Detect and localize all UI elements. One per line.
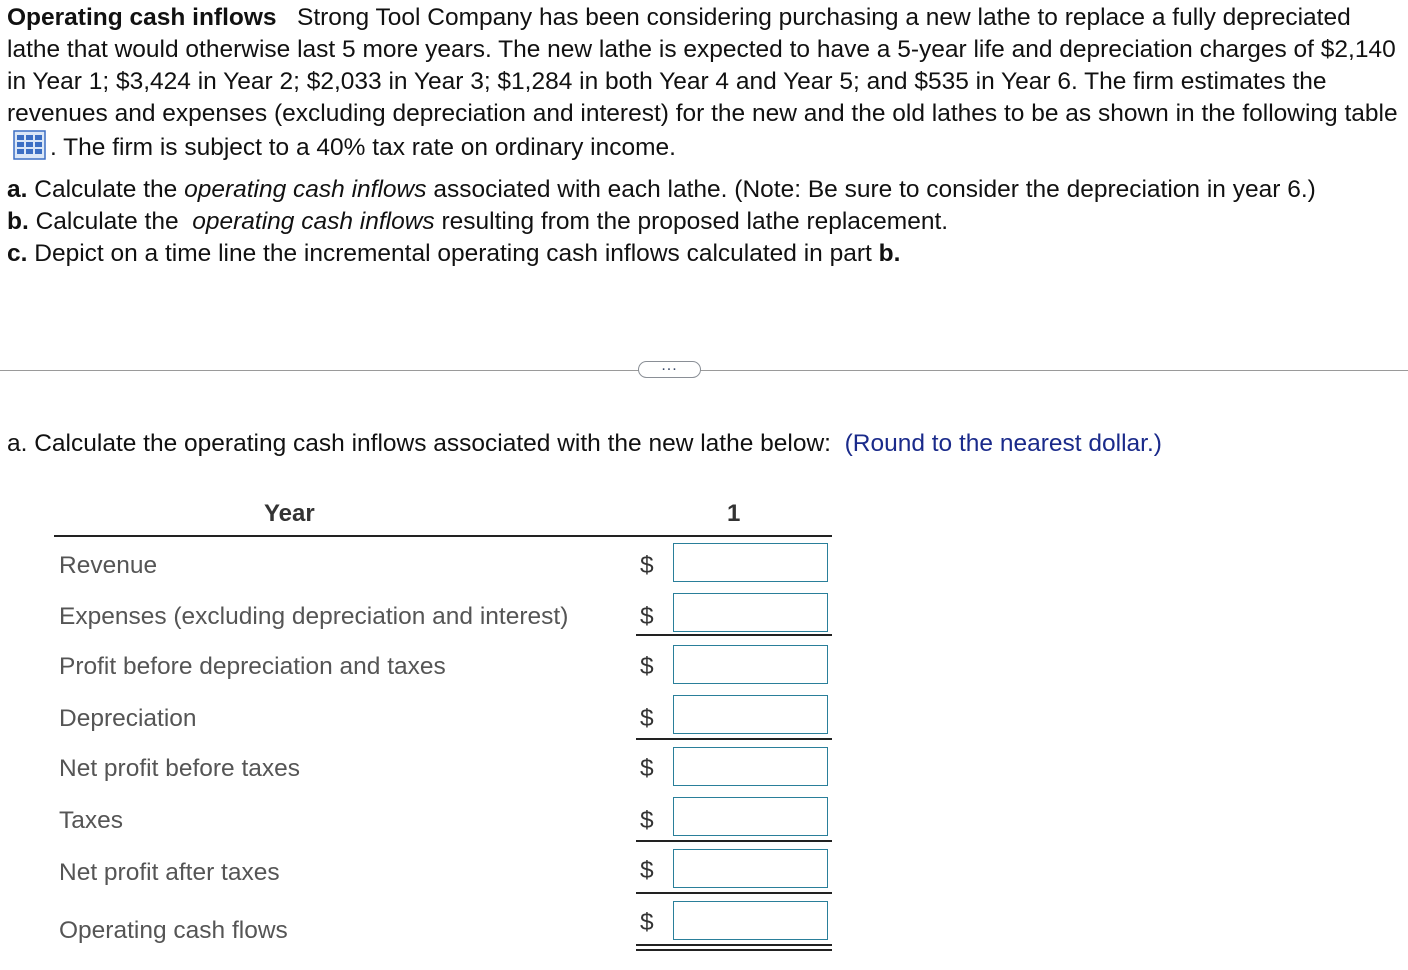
part-a-post: associated with each lathe. (Note: Be sure to consider the depreciation in year 6.) bbox=[433, 176, 1316, 203]
currency-symbol: $ bbox=[640, 807, 654, 834]
currency-symbol: $ bbox=[640, 857, 654, 884]
intro-paragraph bbox=[7, 2, 1402, 164]
subtotal-rule bbox=[636, 840, 832, 842]
row-label-revenue: Revenue bbox=[59, 552, 158, 579]
row-label-profit-before-dep: Profit before depreciation and taxes bbox=[59, 653, 446, 680]
part-b-post: resulting from the proposed lathe replacement. bbox=[441, 208, 949, 235]
part-a-em: operating cash inflows bbox=[184, 176, 427, 203]
subtotal-rule bbox=[636, 892, 832, 894]
parts-list bbox=[7, 174, 1402, 270]
intro-text: Strong Tool Company has been considering purchasing a new lathe to replace a fully depreciated lathe that would otherwise last 5 more years. The new lathe is expected to have a 5-year life and depreciation charges of $2,140 in Year 1; $3,424 in Year 2; $2,033 in Year 3; $1,284 in both Year 4 and Year 5; and $535 in Year 6. The firm estimates the revenues and expenses (excluding depreciation and interest) for the new and the old lathes to be as shown in the following table bbox=[7, 4, 1398, 127]
currency-symbol: $ bbox=[640, 705, 654, 732]
expand-more-button[interactable]: ... bbox=[638, 361, 701, 378]
part-b bbox=[7, 206, 1402, 238]
row-label-net-profit-before-taxes: Net profit before taxes bbox=[59, 755, 301, 782]
currency-symbol: $ bbox=[640, 755, 654, 782]
part-c-label: c. bbox=[7, 240, 28, 267]
question-text: a. Calculate the operating cash inflows associated with the new lathe below: bbox=[7, 430, 831, 457]
rounding-hint: (Round to the nearest dollar.) bbox=[844, 430, 1162, 457]
row-label-net-profit-after-taxes: Net profit after taxes bbox=[59, 859, 280, 886]
part-c-text: Depict on a time line the incremental operating cash inflows calculated in part bbox=[34, 240, 872, 267]
part-a bbox=[7, 174, 1402, 206]
section-divider bbox=[0, 370, 1408, 371]
net-profit-after-taxes-input[interactable] bbox=[673, 849, 828, 888]
currency-symbol: $ bbox=[640, 603, 654, 630]
part-b-em: operating cash inflows bbox=[192, 208, 435, 235]
part-c bbox=[7, 238, 1402, 270]
net-profit-before-taxes-input[interactable] bbox=[673, 747, 828, 786]
row-label-taxes: Taxes bbox=[59, 807, 124, 834]
revenue-input[interactable] bbox=[673, 543, 828, 582]
double-rule-top bbox=[636, 944, 832, 946]
double-rule-bottom bbox=[636, 949, 832, 951]
expenses-input[interactable] bbox=[673, 593, 828, 632]
problem-statement bbox=[7, 2, 1402, 270]
operating-cash-flows-input[interactable] bbox=[673, 901, 828, 940]
profit-before-dep-input[interactable] bbox=[673, 645, 828, 684]
currency-symbol: $ bbox=[640, 653, 654, 680]
part-b-pre: Calculate the bbox=[35, 208, 179, 235]
row-label-expenses: Expenses (excluding depreciation and interest) bbox=[59, 603, 569, 630]
question-prompt bbox=[7, 428, 1162, 460]
taxes-input[interactable] bbox=[673, 797, 828, 836]
currency-symbol: $ bbox=[640, 909, 654, 936]
part-b-label: b. bbox=[7, 208, 29, 235]
header-rule bbox=[54, 535, 832, 537]
depreciation-input[interactable] bbox=[673, 695, 828, 734]
subtotal-rule bbox=[636, 634, 832, 636]
table-icon[interactable] bbox=[13, 130, 46, 160]
row-label-operating-cash-flows: Operating cash flows bbox=[59, 917, 288, 944]
row-label-depreciation: Depreciation bbox=[59, 705, 197, 732]
currency-symbol: $ bbox=[640, 552, 654, 579]
year-header: Year bbox=[264, 500, 315, 527]
part-c-bold: b. bbox=[878, 240, 901, 267]
part-a-pre: Calculate the bbox=[34, 176, 178, 203]
subtotal-rule bbox=[636, 738, 832, 740]
problem-title: Operating cash inflows bbox=[7, 4, 277, 31]
part-a-label: a. bbox=[7, 176, 28, 203]
intro-text-2: . The firm is subject to a 40% tax rate on ordinary income. bbox=[50, 134, 676, 161]
year-1-header: 1 bbox=[727, 500, 741, 527]
